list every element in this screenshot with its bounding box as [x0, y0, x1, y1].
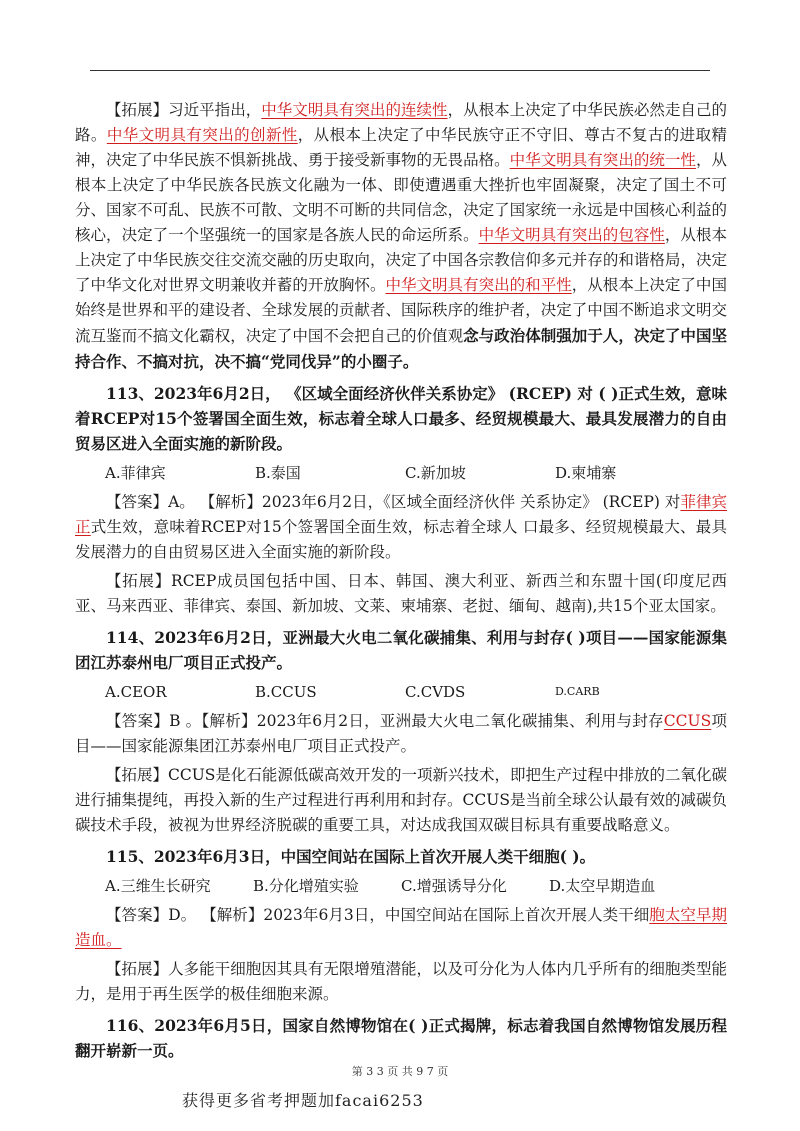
option-d: D.柬埔寨 [555, 464, 617, 482]
extension-115: 【拓展】人多能干细胞因其具有无限增殖潜能，以及可分化为人体内几乎所有的细胞类型能力，是用于再生医学的极佳细胞来源。 [75, 960, 727, 1003]
question-113: 113、2023年6月2日， 《区域全面经济伙伴关系协定》 (RCEP) 对 ( )正式生效，意味着RCEP对15个签署国全面生效，标志着全球人口最多、经贸规模最大、最具发展潜力的自由贸易区进入全面实施的新阶段。 [75, 384, 727, 453]
option-d: D.CARB [555, 685, 600, 698]
highlight-inclusiveness: 中华文明具有突出的包容性 [478, 226, 665, 244]
question-116: 116、2023年6月5日，国家自然博物馆在( )正式揭牌，标志着我国自然博物馆发展历程翻开崭新一页。 [75, 1016, 727, 1060]
question-114: 114、2023年6月2日，亚洲最大火电二氧化碳捕集、利用与封存( )项目——国家能源集团江苏泰州电厂项目正式投产。 [75, 628, 727, 672]
page-number: 第 3 3 页 共 9 7 页 [351, 1065, 449, 1078]
extension-114: 【拓展】CCUS是化石能源低碳高效开发的一项新兴技术，即把生产过程中排放的二氧化碳进行捕集提纯，再投入新的生产过程进行再利用和封存。CCUS是当前全球公认最有效的减碳负碳技术手段，被视为世界经济脱碳的重要工具，对达成我国双碳目标具有重要战略意义。 [75, 766, 727, 834]
option-c: C.新加坡 [405, 464, 466, 482]
extension-tag: 【拓展】 [106, 101, 169, 119]
option-b: B.分化增殖实验 [253, 877, 359, 895]
option-a: A.菲律宾 [105, 464, 166, 482]
page-content [75, 98, 727, 1067]
options-113 [75, 460, 727, 486]
header-rule [90, 70, 710, 71]
extension-paragraph-113: 【拓展】习近平指出，中华文明具有突出的连续性，从根本上决定了中华民族必然走自己的路。中华文明具有突出的创新性，从根本上决定了中华民族守正不守旧、尊古不复古的进取精神，决定了中华民族不惧新挑战、勇于接受新事物的无畏品格。中华文明具有突出的统一性，从根本上决定了中华民族各民族文化融为一体、即使遭遇重大挫折也牢固凝聚，决定了国土不可分、国家不可乱、民族不可散、文明不可断的共同信念，决定了国家统一永远是中国核心利益的核心，决定了一个坚强统一的国家是各族人民的命运所系。中华文明具有突出的包容性，从根本上决定了中华民族交往交流交融的历史取向，决定了中国各宗教信仰多元并存的和谐格局，决定了中华文化对世界文明兼收并蓄的开放胸怀。中华文明具有突出的和平性，从根本上决定了中国始终是世界和平的建设者、全球发展的贡献者、国际秩序的维护者，决定了中国不断追求文明交流互鉴而不搞文化霸权，决定了中国不会把自己的价值观念与政治体制强加于人，决定了中国坚持合作、不搞对抗，决不搞“党同伐异”的小圈子。 [75, 101, 727, 371]
option-d: D.太空早期造血 [549, 877, 656, 895]
highlight-innovation: 中华文明具有突出的创新性 [106, 126, 298, 144]
answer-115: 【答案】D。 【解析】2023年6月3日，中国空间站在国际上首次开展人类干细胞太空早期造血。 [75, 906, 727, 949]
options-114 [75, 679, 727, 705]
answer-114: 【答案】B 。【解析】2023年6月2日，亚洲最大火电二氧化碳捕集、利用与封存CCUS项目——国家能源集团江苏泰州电厂项目正式投产。 [75, 712, 727, 755]
option-c: C.增强诱导分化 [401, 877, 507, 895]
options-115 [75, 873, 727, 899]
highlight-unity: 中华文明具有突出的统一性 [509, 151, 696, 169]
option-a: A.三维生长研究 [105, 877, 211, 895]
highlight-continuity: 中华文明具有突出的连续性 [261, 101, 448, 119]
promo-text: 获得更多省考押题加facai6253 [182, 1091, 424, 1110]
option-a: A.CEOR [105, 683, 167, 701]
option-c: C.CVDS [405, 683, 466, 701]
question-115: 115、2023年6月3日，中国空间站在国际上首次开展人类干细胞( )。 [106, 847, 596, 866]
option-b: B.泰国 [255, 464, 301, 482]
extension-113: 【拓展】RCEP成员国包括中国、日本、韩国、澳大利亚、新西兰和东盟十国(印度尼西亚、马来西亚、菲律宾、泰国、新加坡、文莱、柬埔寨、老挝、缅甸、越南),共15个亚太国家。 [75, 572, 727, 615]
highlight-peace: 中华文明具有突出的和平性 [385, 276, 572, 294]
option-b: B.CCUS [255, 683, 317, 701]
answer-113: 【答案】A。 【解析】2023年6月2日，《区域全面经济伙伴 关系协定》 (RCEP) 对菲律宾正式生效，意味着RCEP对15个签署国全面生效，标志着全球人 口最多、经贸规模最大、最具发展潜力的自由贸易区进入全面实施的新阶段。 [75, 493, 727, 561]
